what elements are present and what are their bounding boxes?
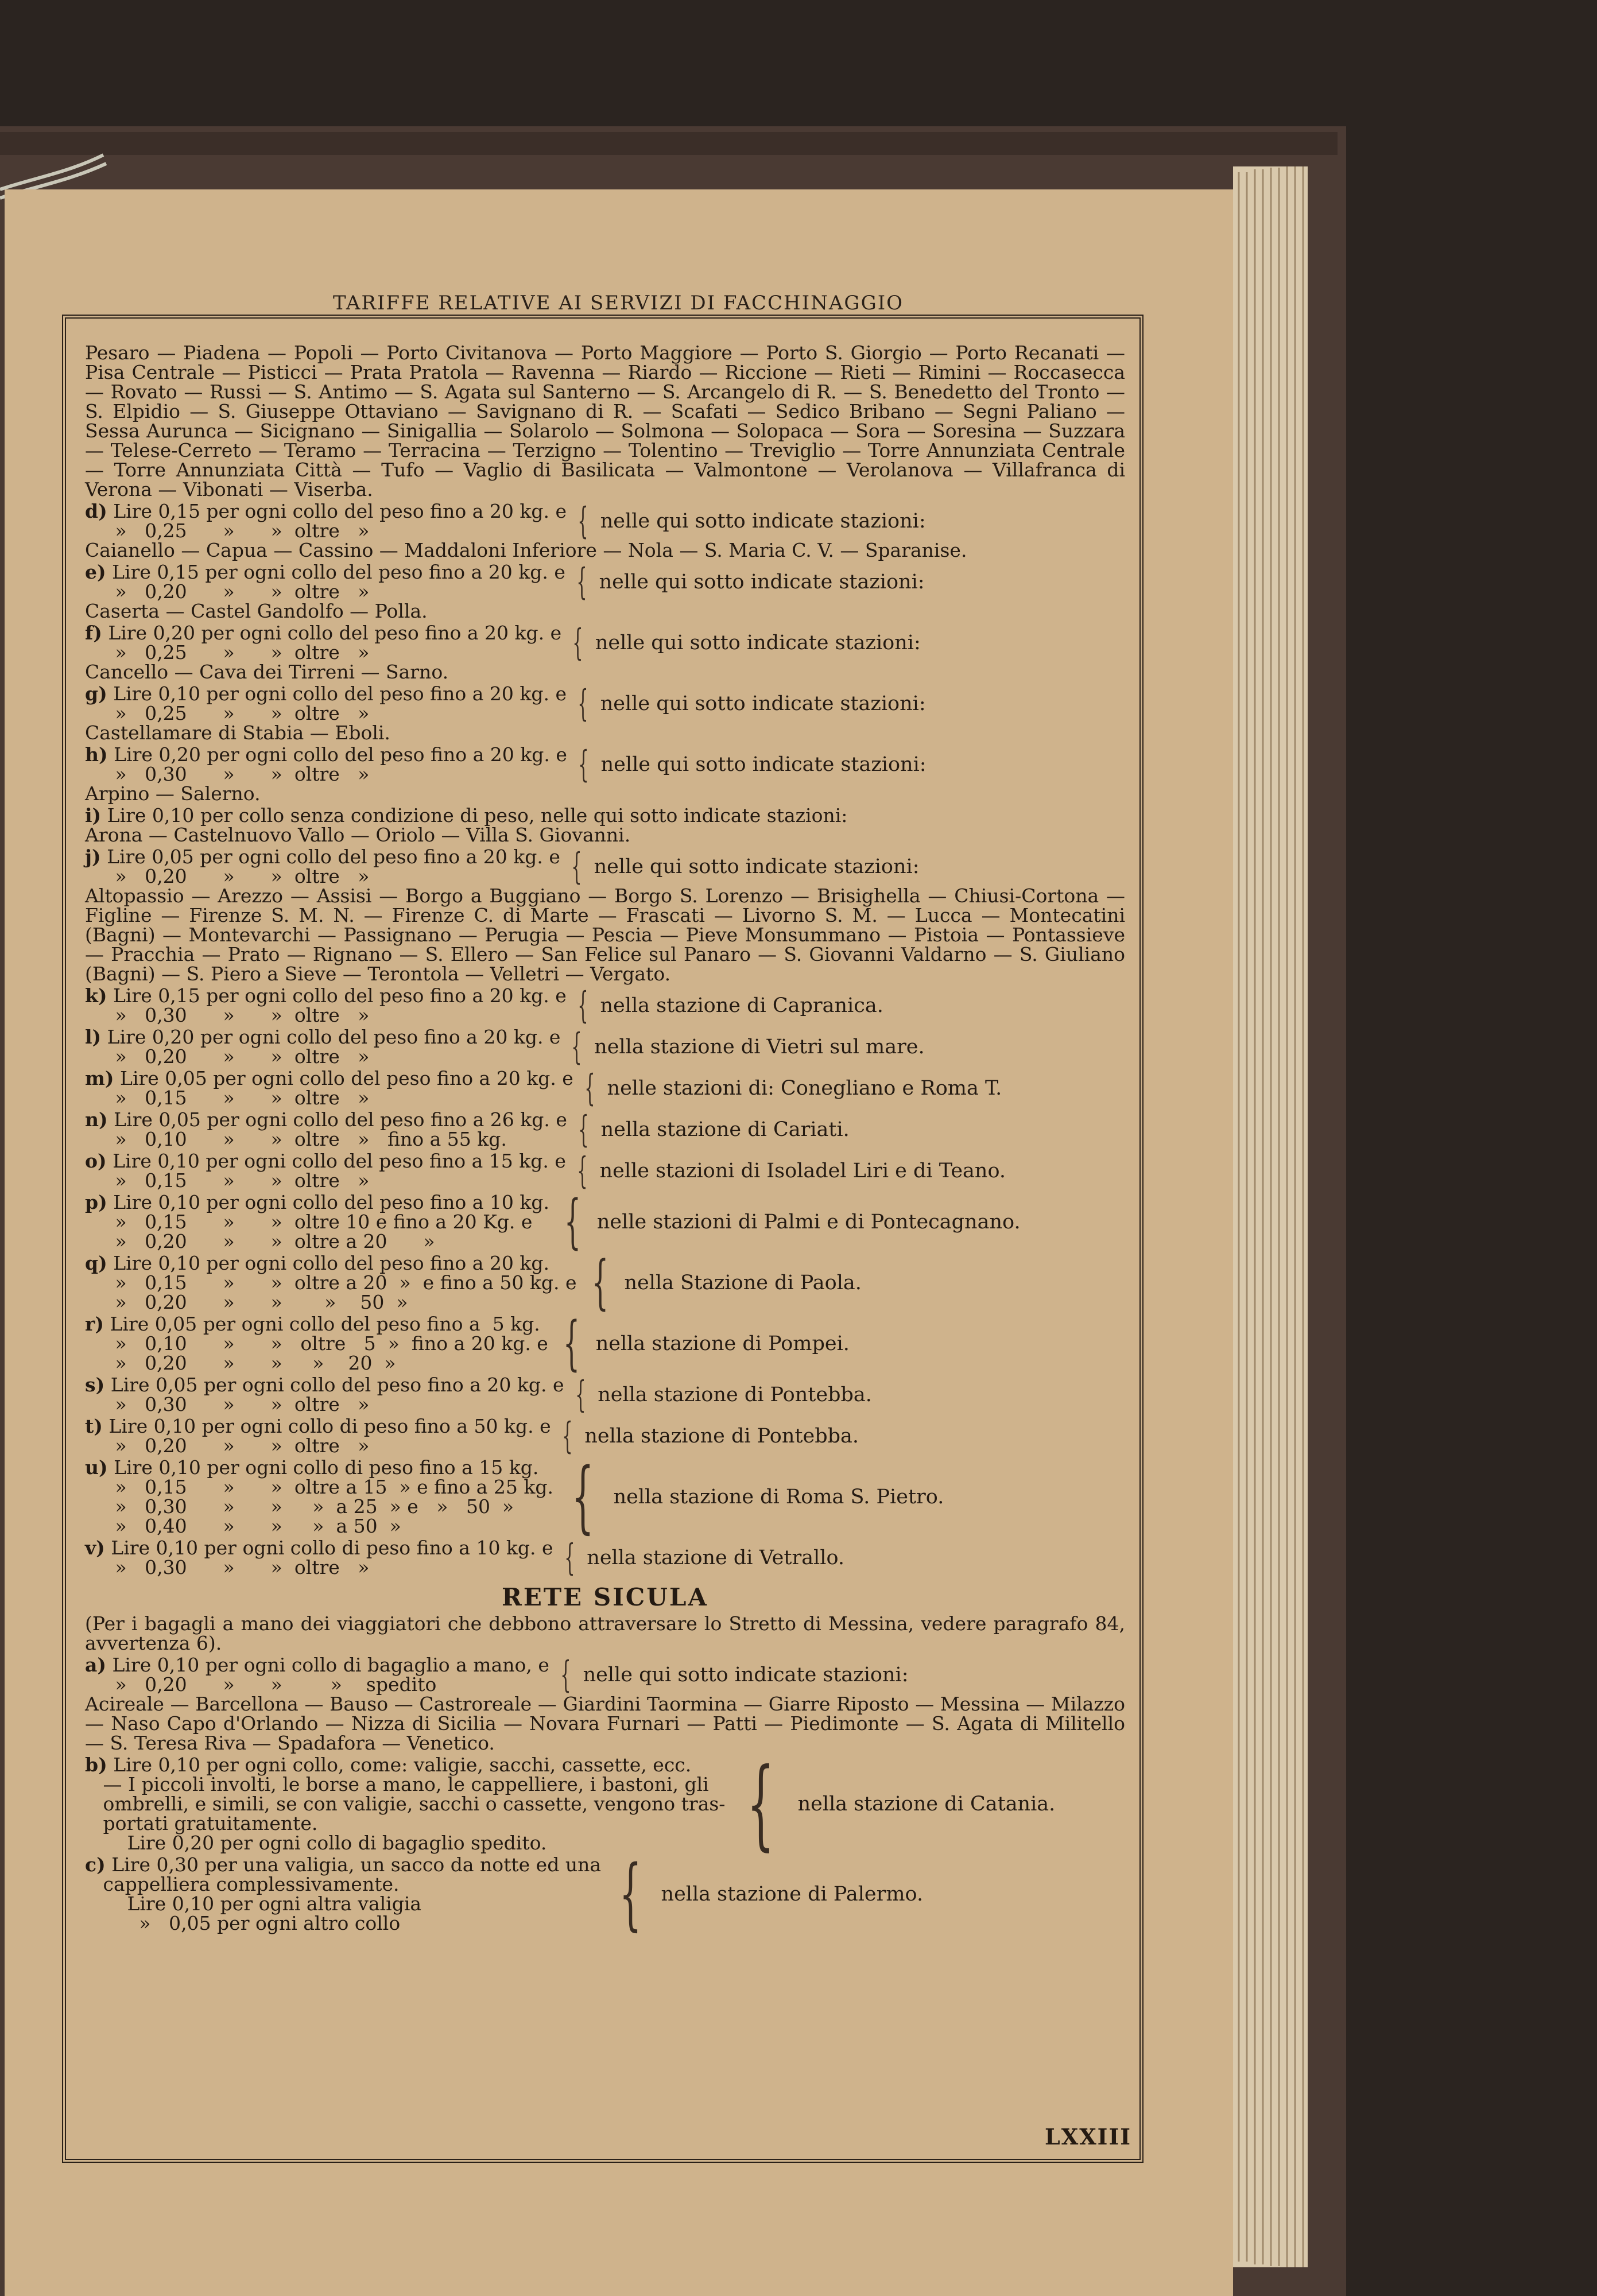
tariff-rates: [85, 847, 560, 886]
tariff-row: [85, 1452, 1125, 1542]
entry-destination: nella stazione di Cariati.: [600, 1118, 850, 1141]
page-number: LXXIII: [1045, 2124, 1132, 2150]
tariff-row: [85, 1309, 1125, 1378]
tariff-entry: [85, 806, 1125, 845]
tariff-entry: [85, 502, 1125, 560]
rate-text: » 0,30 » » oltre »: [103, 763, 370, 785]
rate-text: Lire 0,10 per ogni collo del peso fino a 20 kg.: [113, 1252, 549, 1274]
brace-icon: {: [591, 1248, 608, 1317]
section-title: RETE SICULA: [502, 1583, 708, 1611]
rate-line: [85, 704, 567, 723]
tariff-entries: [85, 502, 1125, 1577]
entry-destination: nelle qui sotto indicate stazioni:: [594, 855, 920, 878]
tariff-row: [85, 502, 1125, 541]
tariff-entry: [85, 1069, 1125, 1108]
entry-destination: nelle qui sotto indicate stazioni:: [600, 692, 926, 715]
entry-letter: f): [85, 622, 102, 644]
rate-line: [85, 1558, 553, 1577]
rate-line: [85, 1655, 549, 1675]
tariff-row: [85, 684, 1125, 723]
tariff-row: [85, 563, 1125, 602]
rate-text: Lire 0,20 per ogni collo di bagaglio spedito.: [103, 1832, 547, 1854]
entry-destination: nelle qui sotto indicate stazioni:: [599, 571, 925, 594]
tariff-rates: [85, 1027, 560, 1066]
brace-icon: {: [578, 743, 589, 786]
rate-line: [85, 1497, 553, 1517]
rate-line: [85, 867, 560, 886]
tariff-rates: [85, 1110, 567, 1149]
entry-letter: p): [85, 1191, 107, 1213]
rate-text: » 0,15 » » oltre 10 e fino a 20 Kg. e: [103, 1211, 533, 1233]
rate-text: cappelliera complessivamente.: [103, 1873, 400, 1895]
tariff-rates: [85, 806, 847, 825]
rate-line: [85, 1130, 567, 1149]
tariff-entry: [85, 1452, 1125, 1542]
entry-letter: c): [85, 1853, 106, 1876]
tariff-row: [85, 1188, 1125, 1256]
rate-text: » 0,30 » » oltre »: [103, 1393, 370, 1415]
tariff-entry: [85, 1655, 1125, 1753]
rate-line: [85, 1914, 601, 1933]
station-list: Castellamare di Stabia — Eboli.: [85, 722, 390, 744]
entry-letter: t): [85, 1415, 103, 1437]
intro-stations: Pesaro — Piadena — Popoli — Porto Civitanova — Porto Maggiore — Porto S. Giorgio — Porto Recanati — Pisa Centrale — Pisticci — Prata Pratola — Ravenna — Riardo — Riccione — Rieti — Rimini — Roccasecca — Rovato — Russi — S. Antimo — S. Agata sul Santerno — S. Arcangelo di R. — S. Benedetto del Tronto — S. Elpidio — S. Giuseppe Ottaviano — Savignano di R. — Scafati — Sedico Bribano — Segni Paliano — Sessa Aurunca — Sicignano — Sinigallia — Solarolo — Solmona — Solopaca — Sora — Soresina — Suzzara — Telese-Cerreto — Teramo — Terracina — Terzigno — Tolentino — Treviglio — Torre Annunziata Centrale — Torre Annunziata Città — Tufo — Vaglio di Basilicata — Valmontone — Verolanova — Villafranca di Verona — Vibonati — Viserba.: [85, 342, 1125, 501]
rate-text: » 0,15 » » oltre »: [103, 1169, 370, 1192]
tariff-rates: [85, 684, 567, 723]
tariff-rates: [85, 1458, 553, 1536]
tariff-rates: [85, 563, 565, 602]
tariff-rates: [85, 986, 567, 1025]
tariff-row: [85, 1375, 1125, 1414]
entry-destination: nelle qui sotto indicate stazioni:: [595, 631, 921, 654]
tariff-rates: [85, 623, 561, 662]
rate-line: [85, 1293, 577, 1312]
tariff-row: [85, 1417, 1125, 1456]
tariff-rates: [85, 1538, 553, 1577]
entry-destination: nelle stazioni di: Conegliano e Roma T.: [607, 1077, 1002, 1100]
entry-letter: u): [85, 1456, 108, 1479]
rate-text: » 0,20 » » » spedito: [103, 1673, 437, 1696]
rate-text: Lire 0,05 per ogni collo del peso fino a 26 kg. e: [114, 1108, 567, 1131]
rate-text: Lire 0,10 per ogni collo di bagaglio a mano, e: [112, 1654, 549, 1676]
station-list: Acireale — Barcellona — Bauso — Castroreale — Giardini Taormina — Giarre Riposto — Messina — Milazzo — Naso Capo d'Orlando — Nizza di Sicilia — Novara Furnari — Patti — Piedimonte — S. Agata di Militello — S. Teresa Riva — Spadafora — Venetico.: [85, 1693, 1125, 1754]
rate-line: [85, 1417, 551, 1436]
brace-icon: {: [563, 1309, 580, 1378]
brace-icon: {: [571, 846, 582, 888]
tariff-entry: [85, 1027, 1125, 1066]
rate-line: [85, 1755, 725, 1775]
tariff-row: [85, 1538, 1125, 1577]
rate-line: [85, 1151, 566, 1171]
rate-text: Lire 0,10 per ogni collo, come: valigie, sacchi, cassette, ecc.: [113, 1754, 692, 1776]
tariff-entry: [85, 1538, 1125, 1577]
rate-line: [85, 1814, 725, 1833]
rate-line: [85, 1273, 577, 1293]
section-note: (Per i bagagli a mano dei viaggiatori che debbono attraversare lo Stretto di Messina, vedere paragrafo 84, avvertenza 6).: [85, 1612, 1125, 1654]
tariff-rates: [85, 1855, 601, 1933]
tariff-row: [85, 1110, 1125, 1149]
rate-text: » 0,15 » » oltre a 20 » e fino a 50 kg. e: [103, 1271, 577, 1294]
rate-text: » 0,10 » » oltre » fino a 55 kg.: [103, 1128, 507, 1150]
rate-line: [85, 1458, 553, 1477]
rate-text: Lire 0,10 per ogni altra valigia: [103, 1892, 422, 1915]
entry-letter: k): [85, 984, 107, 1007]
tariff-content: [85, 342, 1125, 1940]
rate-text: ombrelli, e simili, se con valigie, sacchi o cassette, vengono tras-: [103, 1793, 726, 1815]
brace-icon: {: [571, 1452, 594, 1542]
rate-text: » 0,40 » » » a 50 »: [103, 1515, 401, 1537]
rate-line: [85, 986, 567, 1006]
entry-letter: j): [85, 846, 101, 868]
rate-line: [85, 563, 565, 582]
entry-destination: nella stazione di Vietri sul mare.: [594, 1035, 925, 1058]
rate-line: [85, 1794, 725, 1814]
rate-text: » 0,15 » » oltre a 15 » e fino a 25 kg.: [103, 1476, 554, 1498]
entry-destination: nelle stazioni di Palmi e di Pontecagnano.: [596, 1211, 1021, 1234]
rate-text: Lire 0,20 per ogni collo del peso fino a 20 kg. e: [114, 743, 567, 766]
entry-destination: nella stazione di Palermo.: [661, 1883, 924, 1906]
rate-text: » 0,30 » » » a 25 » e » 50 »: [103, 1495, 514, 1518]
rate-text: Lire 0,10 per ogni collo del peso fino a 20 kg. e: [113, 682, 567, 705]
rate-text: » 0,20 » » oltre »: [103, 1045, 370, 1068]
running-title: TARIFFE RELATIVE AI SERVIZI DI FACCHINAGGIO: [333, 292, 904, 315]
tariff-row: [85, 1151, 1125, 1190]
rate-line: [85, 582, 565, 602]
entry-letter: h): [85, 743, 108, 766]
brace-icon: {: [561, 1415, 573, 1457]
rate-line: [85, 643, 561, 662]
rate-text: Lire 0,30 per una valigia, un sacco da notte ed una: [111, 1853, 601, 1876]
brace-icon: {: [577, 500, 588, 542]
rate-line: [85, 765, 567, 784]
entry-destination: nella stazione di Vetrallo.: [587, 1546, 845, 1569]
tariff-rates: [85, 1417, 551, 1456]
station-list: Altopassio — Arezzo — Assisi — Borgo a Buggiano — Borgo S. Lorenzo — Brisighella — Chiusi-Cortona — Figline — Firenze S. M. N. — Firenze C. di Marte — Frascati — Livorno S. M. — Lucca — Montecatini (Bagni) — Montevarchi — Passignano — Perugia — Pescia — Pieve Monsummano — Pistoia — Pontassieve — Pracchia — Prato — Rignano — S. Ellero — San Felice sul Panaro — S. Giovanni Valdarno — S. Giuliano (Bagni) — S. Piero a Sieve — Terontola — Velletri — Vergato.: [85, 885, 1125, 985]
rate-line: [85, 1254, 577, 1273]
rate-line: [85, 1775, 725, 1794]
rate-line: [85, 1538, 553, 1558]
rate-line: [85, 1047, 560, 1066]
tariff-row: [85, 1849, 1125, 1940]
rate-text: » 0,30 » » oltre »: [103, 1004, 370, 1026]
rate-text: » 0,15 » » oltre »: [103, 1087, 370, 1109]
brace-icon: {: [577, 984, 588, 1027]
rate-line: [85, 1006, 567, 1025]
tariff-row: [85, 986, 1125, 1025]
rate-text: Lire 0,15 per ogni collo del peso fino a 20 kg. e: [113, 500, 567, 522]
station-list: Cancello — Cava dei Tirreni — Sarno.: [85, 661, 449, 683]
rate-line: [85, 1477, 553, 1497]
rate-line: [85, 1110, 567, 1130]
tariff-row: [85, 745, 1125, 784]
rate-line: [85, 847, 560, 867]
entry-destination: nella stazione di Catania.: [797, 1793, 1056, 1816]
tariff-rates: [85, 1193, 549, 1251]
rate-text: Lire 0,10 per ogni collo del peso fino a 10 kg.: [113, 1191, 549, 1213]
tariff-rates: [85, 1375, 564, 1414]
entry-destination: nelle qui sotto indicate stazioni:: [600, 510, 926, 533]
tariff-rates: [85, 1069, 573, 1108]
entry-letter: v): [85, 1537, 105, 1559]
rate-line: [85, 1171, 566, 1190]
tariff-entry: [85, 1849, 1125, 1940]
rate-text: » 0,10 » » oltre 5 » fino a 20 kg. e: [103, 1332, 548, 1355]
rate-line: [85, 1875, 601, 1894]
rate-text: Lire 0,05 per ogni collo del peso fino a 20 kg. e: [110, 1374, 564, 1396]
tariff-entry: [85, 563, 1125, 621]
brace-icon: {: [619, 1849, 642, 1940]
tariff-entry: [85, 1151, 1125, 1190]
entry-letter: b): [85, 1754, 107, 1776]
rate-line: [85, 684, 567, 704]
brace-icon: {: [571, 1026, 582, 1068]
entry-destination: nella stazione di Pompei.: [595, 1332, 850, 1355]
brace-icon: {: [564, 1188, 582, 1256]
entry-letter: i): [85, 804, 102, 827]
rate-line: [85, 1353, 548, 1373]
tariff-rates: [85, 502, 567, 541]
rate-line: [85, 1088, 573, 1108]
rate-text: » 0,20 » » oltre »: [103, 1434, 370, 1457]
rate-line: [85, 1436, 551, 1456]
station-list: Caianello — Capua — Cassino — Maddaloni Inferiore — Nola — S. Maria C. V. — Sparanise.: [85, 539, 967, 561]
rate-text: portati gratuitamente.: [103, 1812, 318, 1835]
brace-icon: {: [578, 1108, 589, 1151]
rate-line: [85, 1675, 549, 1694]
entry-letter: s): [85, 1374, 105, 1396]
rate-text: Lire 0,15 per ogni collo del peso fino a 20 kg. e: [112, 561, 565, 583]
entry-letter: a): [85, 1654, 106, 1676]
rate-text: Lire 0,15 per ogni collo del peso fino a 20 kg. e: [113, 984, 567, 1007]
brace-icon: {: [572, 622, 583, 664]
entry-letter: e): [85, 561, 106, 583]
tariff-entry: [85, 986, 1125, 1025]
brace-icon: {: [576, 561, 587, 603]
rate-line: [85, 521, 567, 541]
rate-line: [85, 1193, 549, 1212]
entry-letter: d): [85, 500, 107, 522]
tariff-entry: [85, 1188, 1125, 1256]
rate-text: Lire 0,10 per ogni collo di peso fino a 10 kg. e: [111, 1537, 553, 1559]
rate-text: » 0,05 per ogni altro collo: [103, 1912, 401, 1934]
rate-text: » 0,30 » » oltre »: [103, 1556, 370, 1578]
tariff-rates: [85, 1254, 577, 1312]
rate-text: Lire 0,05 per ogni collo del peso fino a 5 kg.: [110, 1313, 540, 1335]
tariff-entry: [85, 1248, 1125, 1317]
brace-icon: {: [577, 1150, 588, 1192]
entry-destination: nella stazione di Pontebba.: [598, 1383, 872, 1406]
tariff-entry: [85, 1747, 1125, 1861]
rate-line: [85, 623, 561, 643]
rate-text: » 0,25 » » oltre »: [103, 641, 370, 664]
tariff-row: [85, 1655, 1125, 1694]
rate-text: » 0,20 » » » 20 »: [103, 1352, 396, 1374]
rate-text: » 0,20 » » oltre »: [103, 865, 370, 887]
sicula-entries: [85, 1654, 1125, 1940]
tariff-row: [85, 1069, 1125, 1108]
brace-icon: {: [575, 1374, 586, 1416]
entry-destination: nella stazione di Roma S. Pietro.: [613, 1486, 944, 1508]
rate-line: [85, 1212, 549, 1232]
rate-text: » 0,25 » » oltre »: [103, 519, 370, 542]
station-list: Arpino — Salerno.: [85, 782, 261, 805]
entry-letter: o): [85, 1150, 107, 1172]
rate-text: Lire 0,10 per ogni collo del peso fino a 15 kg. e: [113, 1150, 566, 1172]
tariff-rates: [85, 745, 567, 784]
rate-text: Lire 0,20 per ogni collo del peso fino a 20 kg. e: [108, 622, 562, 644]
brace-icon: {: [747, 1747, 775, 1861]
entry-letter: g): [85, 682, 107, 705]
rate-line: [85, 1334, 548, 1353]
station-list: Arona — Castelnuovo Vallo — Oriolo — Villa S. Giovanni.: [85, 824, 631, 846]
entry-letter: m): [85, 1067, 114, 1089]
tariff-entry: [85, 745, 1125, 804]
rate-line: [85, 806, 847, 825]
rate-line: [85, 1855, 601, 1875]
rate-text: — I piccoli involti, le borse a mano, le cappelliere, i bastoni, gli: [103, 1773, 709, 1795]
rate-text: Lire 0,05 per ogni collo del peso fino a 20 kg. e: [120, 1067, 573, 1089]
rate-text: Lire 0,05 per ogni collo del peso fino a 20 kg. e: [107, 846, 560, 868]
tariff-rates: [85, 1655, 549, 1694]
entry-letter: l): [85, 1026, 102, 1048]
rate-line: [85, 1395, 564, 1414]
rate-line: [85, 1517, 553, 1536]
tariff-entry: [85, 623, 1125, 682]
tariff-rates: [85, 1755, 725, 1853]
rate-line: [85, 1027, 560, 1047]
brace-icon: {: [584, 1067, 595, 1110]
rate-line: [85, 1894, 601, 1914]
brace-icon: {: [564, 1537, 575, 1579]
tariff-entry: [85, 684, 1125, 743]
rate-text: Lire 0,10 per collo senza condizione di peso, nelle qui sotto indicate stazioni:: [107, 804, 848, 827]
rate-line: [85, 1069, 573, 1088]
tariff-entry: [85, 1375, 1125, 1414]
entry-destination: nelle qui sotto indicate stazioni:: [600, 753, 927, 776]
station-list: Caserta — Castel Gandolfo — Polla.: [85, 600, 428, 622]
tariff-row: [85, 847, 1125, 886]
rate-text: » 0,25 » » oltre »: [103, 702, 370, 724]
brace-icon: {: [560, 1654, 571, 1696]
entry-letter: q): [85, 1252, 107, 1274]
entry-letter: r): [85, 1313, 104, 1335]
tariff-row: [85, 1027, 1125, 1066]
rate-line: [85, 745, 567, 765]
rate-text: Lire 0,10 per ogni collo di peso fino a 50 kg. e: [108, 1415, 551, 1437]
entry-destination: nella stazione di Pontebba.: [584, 1425, 859, 1448]
entry-letter: n): [85, 1108, 108, 1131]
tariff-row: [85, 1248, 1125, 1317]
entry-destination: nella stazione di Capranica.: [600, 994, 883, 1017]
rate-line: [85, 1232, 549, 1251]
tariff-row: [85, 1747, 1125, 1861]
tariff-entry: [85, 1417, 1125, 1456]
rate-text: » 0,20 » » oltre »: [103, 580, 370, 603]
tariff-entry: [85, 1110, 1125, 1149]
rate-text: Lire 0,10 per ogni collo di peso fino a 15 kg.: [114, 1456, 539, 1479]
rate-line: [85, 1375, 564, 1395]
rate-line: [85, 502, 567, 521]
rate-line: [85, 1314, 548, 1334]
tariff-entry: [85, 847, 1125, 984]
brace-icon: {: [577, 682, 588, 725]
rate-text: » 0,20 » » oltre a 20 »: [103, 1230, 435, 1252]
tariff-row: [85, 806, 1125, 825]
tariff-rates: [85, 1151, 566, 1190]
entry-destination: nelle stazioni di Isoladel Liri e di Teano.: [599, 1159, 1006, 1182]
entry-destination: nella Stazione di Paola.: [624, 1271, 862, 1294]
tariff-entry: [85, 1309, 1125, 1378]
tariff-rates: [85, 1314, 548, 1373]
rate-text: » 0,20 » » » 50 »: [103, 1291, 408, 1313]
rate-text: Lire 0,20 per ogni collo del peso fino a 20 kg. e: [107, 1026, 561, 1048]
entry-destination: nelle qui sotto indicate stazioni:: [583, 1663, 909, 1686]
tariff-row: [85, 623, 1125, 662]
